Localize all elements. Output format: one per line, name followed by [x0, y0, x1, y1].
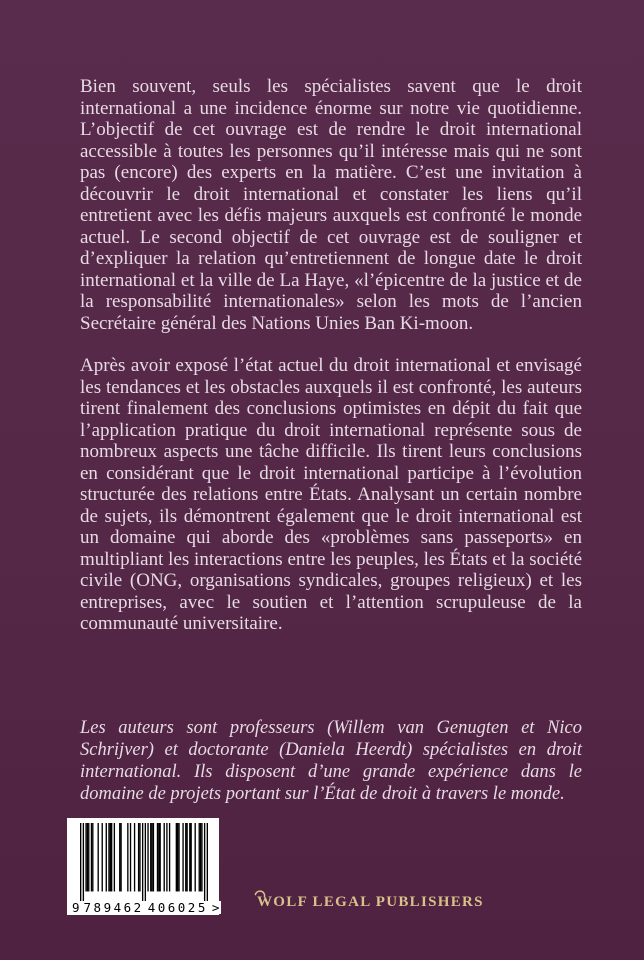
barcode-bars-icon: [80, 823, 208, 902]
barcode-group-1: 789462: [83, 899, 144, 915]
publisher-name: WOLF LEGAL PUBLISHERS: [257, 894, 484, 910]
barcode-digit-lead: 9: [72, 899, 80, 915]
barcode-group-2: 406025: [147, 899, 208, 915]
publisher-logo: [257, 894, 484, 911]
blurb-paragraph-1: Bien souvent, seuls les spécialistes savent que le droit international a une incidence énorme sur notre vie quotidienne. L’objectif de cet ouvrage est de rendre le droit international accessible à toutes les personnes qu’il intéresse mais qui ne sont pas (encore) des experts en la matière. C’est une invitation à découvrir le droit international et constater les liens qu’il entretient avec les défis majeurs auxquels est confronté le monde actuel. Le second objectif de cet ouvrage est de souligner et d’expliquer la relation qu’entretiennent de longue date le droit international et la ville de La Haye, «l’épicentre de la justice et de la responsabilité internationales» selon les mots de l’ancien Secrétaire général des Nations Unies Ban Ki-moon.: [80, 76, 582, 334]
barcode-digits: [70, 899, 220, 915]
blurb-paragraph-2: Après avoir exposé l’état actuel du droit international et envisagé les tendances et les obstacles auxquels il est confronté, les auteurs tirent finalement des conclusions optimistes en dépit du fait que l’application pratique du droit international représente sous de nombreux aspects une tâche difficile. Ils tirent leurs conclusions en considérant que le droit international participe à l’évolution structurée des relations entre États. Analysant un certain nombre de sujets, ils démontrent également que le droit international est un domaine qui aborde des «problèmes sans passeports» en multipliant les interactions entre les peuples, les États et la société civile (ONG, organisations syndicales, groupes religieux) et les entreprises, avec le soutien et l’attention scrupuleuse de la communauté universitaire.: [80, 355, 582, 634]
blurb: [80, 76, 582, 805]
authors-note: Les auteurs sont professeurs (Willem van Genugten et Nico Schrijver) et doctorante (Daniela Heerdt) spécialistes en droit international. Ils disposent d’une grande expérience dans le domaine de projets portant sur l’État de droit à travers le monde.: [80, 717, 582, 804]
barcode: [67, 818, 219, 915]
wolf-logo-curl-icon: [253, 887, 266, 904]
barcode-end-marker: >: [211, 899, 220, 915]
